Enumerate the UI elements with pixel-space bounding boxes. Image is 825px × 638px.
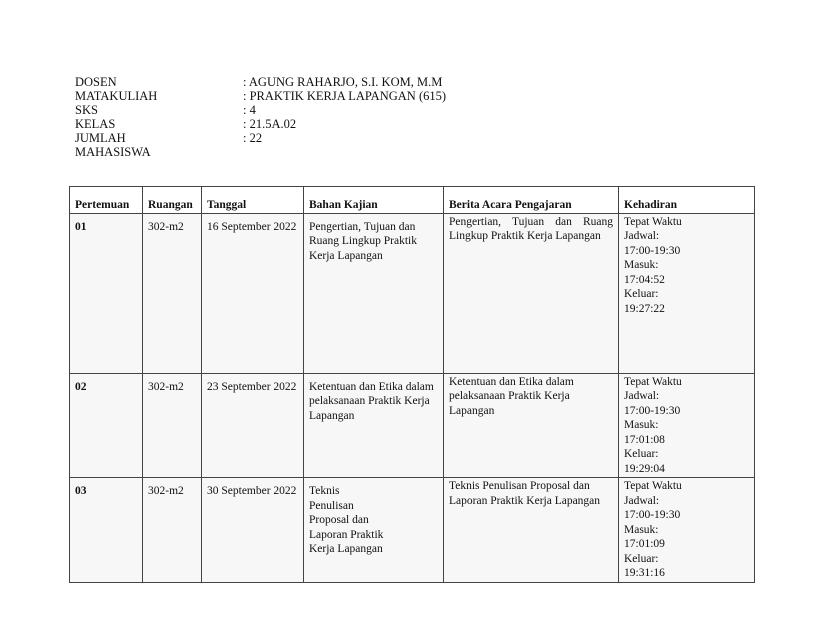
cell-ruangan: 302-m2 bbox=[143, 478, 202, 583]
cell-bahan-kajian: Ketentuan dan Etika dalam pelaksanaan Praktik Kerja Lapangan bbox=[304, 373, 444, 478]
check-in-label: Masuk: bbox=[624, 419, 659, 431]
info-kelas bbox=[75, 117, 446, 131]
schedule-label: Jadwal: bbox=[624, 230, 660, 242]
cell-berita-acara: Ketentuan dan Etika dalam pelaksanaan Praktik Kerja Lapangan bbox=[444, 373, 619, 478]
check-in-time: 17:01:08 bbox=[624, 433, 665, 446]
info-value: : PRAKTIK KERJA LAPANGAN (615) bbox=[243, 89, 447, 103]
cell-pertemuan: 03 bbox=[70, 478, 143, 583]
info-value: : 21.5A.02 bbox=[243, 117, 297, 131]
schedule-label: Jadwal: bbox=[624, 390, 660, 402]
cell-kehadiran bbox=[619, 478, 755, 583]
info-label: JUMLAH MAHASISWA bbox=[75, 131, 151, 159]
table-row bbox=[70, 373, 755, 478]
schedule-time: 17:00-19:30 bbox=[624, 509, 681, 521]
check-in-label: Masuk: bbox=[624, 523, 659, 536]
attendance-status: Tepat Waktu bbox=[624, 375, 682, 388]
cell-kehadiran bbox=[619, 213, 755, 373]
cell-bahan-kajian: Pengertian, Tujuan dan Ruang Lingkup Praktik Kerja Lapangan bbox=[304, 213, 444, 373]
info-dosen bbox=[75, 75, 446, 89]
info-jumlah bbox=[75, 131, 446, 159]
cell-tanggal: 30 September 2022 bbox=[202, 478, 304, 583]
header-pertemuan: Pertemuan bbox=[70, 187, 143, 214]
header-kehadiran: Kehadiran bbox=[619, 187, 755, 214]
header-berita-acara: Berita Acara Pengajaran bbox=[444, 187, 619, 214]
info-matakuliah bbox=[75, 89, 446, 103]
cell-pertemuan: 01 bbox=[70, 213, 143, 373]
check-in-time: 17:04:52 bbox=[624, 273, 665, 286]
cell-tanggal: 16 September 2022 bbox=[202, 213, 304, 373]
header-ruangan: Ruangan bbox=[143, 187, 202, 214]
info-value: : 4 bbox=[243, 103, 256, 117]
check-in-label: Masuk: bbox=[624, 259, 659, 271]
bahan-kajian-text: Teknis Penulisan Proposal dan Laporan Praktik Kerja Lapangan bbox=[309, 485, 384, 555]
table-row bbox=[70, 478, 755, 583]
info-value: : AGUNG RAHARJO, S.I. KOM, M.M bbox=[243, 75, 443, 89]
cell-kehadiran bbox=[619, 373, 755, 478]
table-header-row bbox=[70, 187, 755, 214]
cell-tanggal: 23 September 2022 bbox=[202, 373, 304, 478]
info-value: : 22 bbox=[243, 131, 263, 145]
check-out-time: 19:27:22 bbox=[624, 302, 665, 315]
check-out-time: 19:31:16 bbox=[624, 567, 665, 579]
cell-bahan-kajian bbox=[304, 478, 444, 583]
schedule-time: 17:00-19:30 bbox=[624, 404, 681, 417]
info-label: MATAKULIAH bbox=[75, 89, 158, 103]
check-out-time: 19:29:04 bbox=[624, 462, 665, 475]
cell-ruangan: 302-m2 bbox=[143, 213, 202, 373]
info-sks bbox=[75, 103, 446, 117]
schedule-time: 17:00-19:30 bbox=[624, 244, 681, 257]
attendance-status: Tepat Waktu bbox=[624, 480, 682, 492]
check-out-label: Keluar: bbox=[624, 448, 659, 460]
course-info bbox=[75, 75, 446, 159]
cell-pertemuan: 02 bbox=[70, 373, 143, 478]
header-bahan-kajian: Bahan Kajian bbox=[304, 187, 444, 214]
schedule-label: Jadwal: bbox=[624, 494, 660, 507]
info-label: DOSEN bbox=[75, 75, 117, 89]
cell-ruangan: 302-m2 bbox=[143, 373, 202, 478]
cell-berita-acara: Teknis Penulisan Proposal dan Laporan Praktik Kerja Lapangan bbox=[444, 478, 619, 583]
header-tanggal: Tanggal bbox=[202, 187, 304, 214]
info-label: KELAS bbox=[75, 117, 116, 131]
check-out-label: Keluar: bbox=[624, 288, 659, 300]
attendance-status: Tepat Waktu bbox=[624, 215, 682, 228]
cell-berita-acara: Pengertian, Tujuan dan Ruang Lingkup Praktik Kerja Lapangan bbox=[444, 213, 619, 373]
table-row bbox=[70, 213, 755, 373]
info-label: SKS bbox=[75, 103, 98, 117]
attendance-table bbox=[69, 186, 755, 583]
check-in-time: 17:01:09 bbox=[624, 538, 665, 550]
check-out-label: Keluar: bbox=[624, 552, 659, 565]
